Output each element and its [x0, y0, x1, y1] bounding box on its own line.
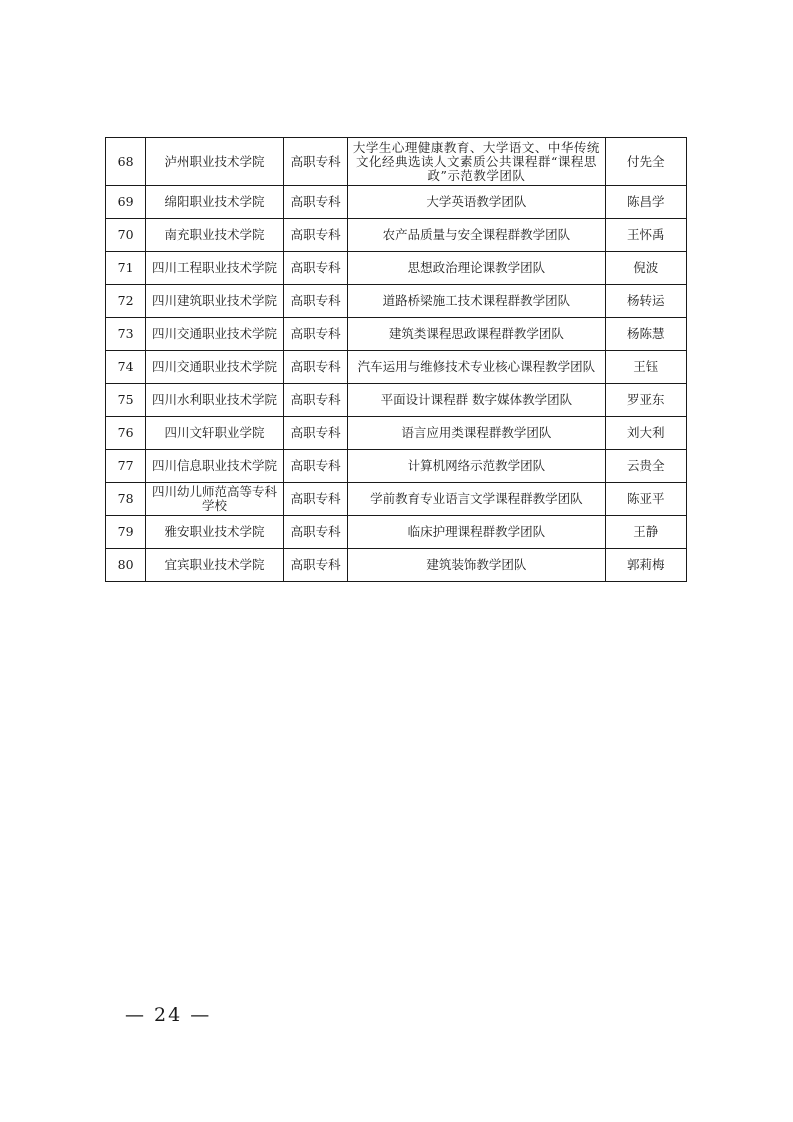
table-row: [106, 549, 687, 582]
team-name: 建筑类课程思政课程群教学团队: [348, 318, 605, 351]
table-row: [106, 483, 687, 516]
team-leader: 杨转运: [605, 285, 686, 318]
team-name: 道路桥梁施工技术课程群教学团队: [348, 285, 605, 318]
team-name: 语言应用类课程群教学团队: [348, 417, 605, 450]
level: 高职专科: [283, 138, 347, 186]
school-name: 宜宾职业技术学院: [146, 549, 284, 582]
school-name: 四川交通职业技术学院: [146, 318, 284, 351]
table-row: [106, 186, 687, 219]
team-leader: 王怀禹: [605, 219, 686, 252]
level: 高职专科: [283, 417, 347, 450]
team-name: 临床护理课程群教学团队: [348, 516, 605, 549]
level: 高职专科: [283, 450, 347, 483]
school-name: 四川水利职业技术学院: [146, 384, 284, 417]
team-name: 大学生心理健康教育、大学语文、中华传统文化经典选读人文素质公共课程群“课程思政”示范教学团队: [348, 138, 605, 186]
team-name: 建筑装饰教学团队: [348, 549, 605, 582]
row-number: 78: [106, 483, 146, 516]
school-name: 四川交通职业技术学院: [146, 351, 284, 384]
level: 高职专科: [283, 549, 347, 582]
team-name: 思想政治理论课教学团队: [348, 252, 605, 285]
school-name: 四川工程职业技术学院: [146, 252, 284, 285]
table-row: [106, 351, 687, 384]
school-name: 泸州职业技术学院: [146, 138, 284, 186]
level: 高职专科: [283, 252, 347, 285]
team-leader: 杨陈慧: [605, 318, 686, 351]
table-row: [106, 252, 687, 285]
table-row: [106, 384, 687, 417]
team-name: 大学英语教学团队: [348, 186, 605, 219]
team-leader: 陈昌学: [605, 186, 686, 219]
row-number: 77: [106, 450, 146, 483]
team-leader: 王钰: [605, 351, 686, 384]
row-number: 69: [106, 186, 146, 219]
team-leader: 云贵全: [605, 450, 686, 483]
team-name: 学前教育专业语言文学课程群教学团队: [348, 483, 605, 516]
team-leader: 刘大利: [605, 417, 686, 450]
level: 高职专科: [283, 219, 347, 252]
team-leader: 罗亚东: [605, 384, 686, 417]
school-name: 四川信息职业技术学院: [146, 450, 284, 483]
table-row: [106, 450, 687, 483]
table-row: [106, 318, 687, 351]
team-leader: 付先全: [605, 138, 686, 186]
row-number: 72: [106, 285, 146, 318]
level: 高职专科: [283, 285, 347, 318]
team-name: 平面设计课程群 数字媒体教学团队: [348, 384, 605, 417]
school-name: 雅安职业技术学院: [146, 516, 284, 549]
row-number: 80: [106, 549, 146, 582]
row-number: 74: [106, 351, 146, 384]
row-number: 68: [106, 138, 146, 186]
table-row: [106, 219, 687, 252]
school-name: 四川文轩职业学院: [146, 417, 284, 450]
table-row: [106, 417, 687, 450]
level: 高职专科: [283, 384, 347, 417]
table-row: [106, 285, 687, 318]
teaching-team-table: [105, 137, 687, 582]
team-name: 计算机网络示范教学团队: [348, 450, 605, 483]
team-leader: 陈亚平: [605, 483, 686, 516]
team-leader: 倪波: [605, 252, 686, 285]
team-leader: 郭莉梅: [605, 549, 686, 582]
level: 高职专科: [283, 318, 347, 351]
level: 高职专科: [283, 186, 347, 219]
row-number: 76: [106, 417, 146, 450]
level: 高职专科: [283, 351, 347, 384]
team-leader: 王静: [605, 516, 686, 549]
row-number: 71: [106, 252, 146, 285]
team-name: 汽车运用与维修技术专业核心课程教学团队: [348, 351, 605, 384]
school-name: 南充职业技术学院: [146, 219, 284, 252]
row-number: 75: [106, 384, 146, 417]
table-row: [106, 516, 687, 549]
level: 高职专科: [283, 483, 347, 516]
school-name: 四川幼儿师范高等专科学校: [146, 483, 284, 516]
row-number: 70: [106, 219, 146, 252]
row-number: 73: [106, 318, 146, 351]
team-name: 农产品质量与安全课程群教学团队: [348, 219, 605, 252]
row-number: 79: [106, 516, 146, 549]
table-row: [106, 138, 687, 186]
school-name: 绵阳职业技术学院: [146, 186, 284, 219]
school-name: 四川建筑职业技术学院: [146, 285, 284, 318]
page-number: — 24 —: [125, 1004, 212, 1026]
level: 高职专科: [283, 516, 347, 549]
